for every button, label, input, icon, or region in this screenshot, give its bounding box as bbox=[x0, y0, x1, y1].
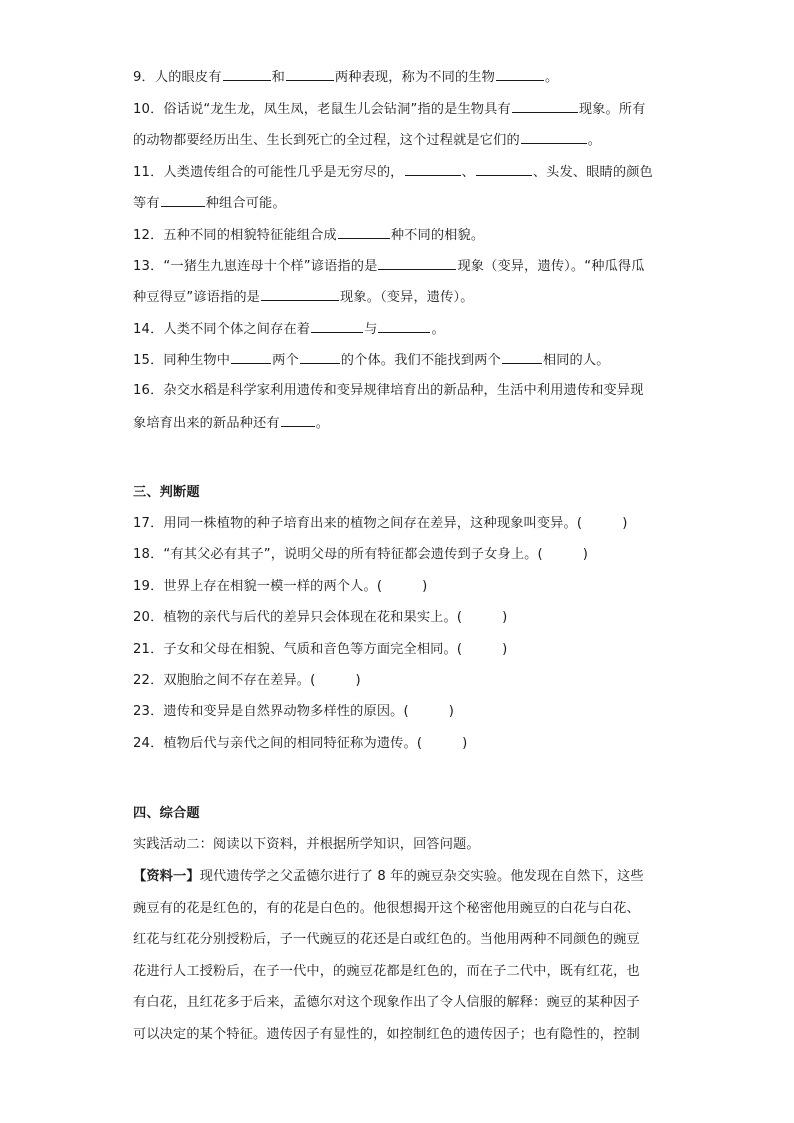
section-heading-judge: 三、判断题 bbox=[133, 485, 200, 500]
answer-blank[interactable] bbox=[476, 161, 532, 176]
material-tag: 【资料一】 bbox=[133, 869, 200, 884]
judge-item: 20．植物的亲代与后代的差异只会体现在花和果实上。( ) bbox=[133, 608, 673, 628]
answer-paren[interactable]: ( ) bbox=[403, 704, 455, 719]
question-14: 14．人类不同个体之间存在着 与 。 bbox=[133, 318, 673, 340]
answer-paren[interactable]: ( ) bbox=[576, 516, 628, 531]
answer-blank[interactable] bbox=[338, 224, 390, 239]
answer-blank[interactable] bbox=[231, 349, 271, 364]
answer-blank[interactable] bbox=[378, 318, 430, 333]
answer-blank[interactable] bbox=[286, 66, 334, 81]
question-13: 13．“一猪生九崽连母十个样”谚语指的是 现象（变异，遗传）。“种瓜得瓜 bbox=[133, 255, 673, 277]
material-paragraph: 【资料一】现代遗传学之父孟德尔进行了 8 年的豌豆杂交实验。他发现在自然下，这些 bbox=[133, 869, 644, 884]
judge-item: 21．子女和父母在相貌、气质和音色等方面完全相同。( ) bbox=[133, 640, 673, 660]
question-13-cont: 种豆得豆”谚语指的是 现象。（变异，遗传）。 bbox=[133, 286, 673, 308]
answer-blank[interactable] bbox=[502, 349, 542, 364]
answer-paren[interactable]: ( ) bbox=[537, 547, 589, 562]
judge-item: 24．植物后代与亲代之间的相同特征称为遗传。( ) bbox=[133, 734, 673, 754]
question-15: 15．同种生物中 两个 的个体。我们不能找到两个 相同的人。 bbox=[133, 349, 673, 371]
judge-item: 17．用同一株植物的种子培育出来的植物之间存在差异，这种现象叫变异。( ) bbox=[133, 514, 673, 534]
question-11-cont: 等有 种组合可能。 bbox=[133, 192, 673, 214]
section-heading-comprehensive: 四、综合题 bbox=[133, 806, 200, 821]
answer-paren[interactable]: ( ) bbox=[416, 736, 468, 751]
answer-blank[interactable] bbox=[311, 318, 363, 333]
answer-blank[interactable] bbox=[223, 66, 271, 81]
answer-paren[interactable]: ( ) bbox=[456, 642, 508, 657]
answer-blank[interactable] bbox=[300, 349, 340, 364]
activity-intro: 实践活动二：阅读以下资料，并根据所学知识，回答问题。 bbox=[133, 837, 480, 852]
answer-blank[interactable] bbox=[496, 66, 544, 81]
question-10-cont: 的动物都要经历出生、生长到死亡的全过程，这个过程就是它们的 。 bbox=[133, 129, 673, 151]
judge-item: 23．遗传和变异是自然界动物多样性的原因。( ) bbox=[133, 702, 673, 722]
material-line: 花进行人工授粉后，在子一代中，的豌豆花都是红色的，而在子二代中，既有红花，也 bbox=[133, 964, 640, 979]
answer-blank[interactable] bbox=[281, 412, 315, 427]
answer-blank[interactable] bbox=[521, 129, 587, 144]
answer-blank[interactable] bbox=[161, 192, 205, 207]
material-line: 豌豆有的花是红色的，有的花是白色的。他很想揭开这个秘密他用豌豆的白花与白花、 bbox=[133, 901, 640, 916]
answer-paren[interactable]: ( ) bbox=[310, 673, 361, 688]
question-10: 10．俗话说“龙生龙，凤生凤，老鼠生儿会钻洞”指的是生物具有 现象。所有 bbox=[133, 98, 673, 120]
answer-paren[interactable]: ( ) bbox=[376, 579, 428, 594]
answer-blank[interactable] bbox=[378, 255, 456, 270]
answer-blank[interactable] bbox=[512, 98, 578, 113]
answer-paren[interactable]: ( ) bbox=[456, 610, 508, 625]
material-line: 可以决定的某个特征。遗传因子有显性的，如控制红色的遗传因子；也有隐性的，控制 bbox=[133, 1027, 640, 1042]
answer-blank[interactable] bbox=[261, 286, 339, 301]
question-16-cont: 象培育出来的新品种还有 。 bbox=[133, 412, 673, 434]
material-line: 红花与红花分别授粉后，子一代豌豆的花还是白或红色的。当他用两种不同颜色的豌豆 bbox=[133, 932, 640, 947]
question-16: 16．杂交水稻是科学家利用遗传和变异规律培育出的新品种，生活中利用遗传和变异现 bbox=[133, 383, 644, 398]
answer-blank[interactable] bbox=[405, 161, 461, 176]
judge-item: 19．世界上存在相貌一模一样的两个人。( ) bbox=[133, 577, 673, 597]
question-9: 9．人的眼皮有 和 两种表现，称为不同的生物 。 bbox=[133, 66, 673, 88]
material-line: 有白花，且红花多于后来，孟德尔对这个现象作出了令人信服的解释：豌豆的某种因子 bbox=[133, 995, 640, 1010]
judge-item: 22．双胞胎之间不存在差异。( ) bbox=[133, 671, 673, 691]
question-11: 11．人类遗传组合的可能性几乎是无穷尽的， 、 、头发、眼睛的颜色 bbox=[133, 161, 673, 183]
question-12: 12．五种不同的相貌特征能组合成 种不同的相貌。 bbox=[133, 224, 673, 246]
judge-item: 18．“有其父必有其子”，说明父母的所有特征都会遗传到子女身上。( ) bbox=[133, 545, 673, 565]
